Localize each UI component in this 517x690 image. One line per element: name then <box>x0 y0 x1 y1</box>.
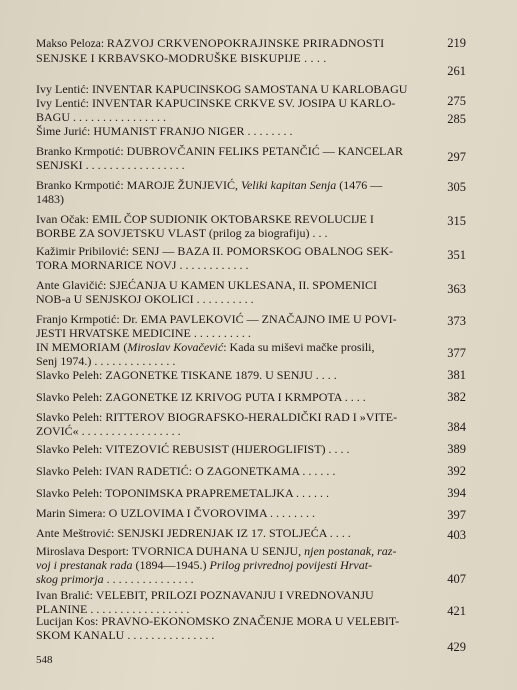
toc-entry: Šime Jurić: HUMANIST FRANJO NIGER . . . . . . . . <box>36 124 293 138</box>
page-number: 382 <box>447 390 466 404</box>
toc-entry: Lucijan Kos: PRAVNO-EKONOMSKO ZNAČENJE MORA U VELEBIT- SKOM KANALU . . . . . . . . . . . . . . . <box>36 614 400 642</box>
page-number: 397 <box>447 508 466 522</box>
page-number: 363 <box>447 282 466 296</box>
page-number: 389 <box>447 442 466 456</box>
page-number: 261 <box>447 64 466 78</box>
toc-entry: Slavko Peleh: ZAGONETKE IZ KRIVOG PUTA I KRMPOTA . . . . <box>36 390 366 404</box>
page-number: 219 <box>447 36 466 50</box>
toc-entry: Kažimir Pribilović: SENJ — BAZA II. POMORSKOG OBALNOG SEK- TORA MORNARICE NOVJ . . . . . . . . . . . . <box>36 244 393 272</box>
page-number: 384 <box>447 420 466 434</box>
toc-entry: Ivan Očak: EMIL ČOP SUDIONIK OKTOBARSKE REVOLUCIJE I BORBE ZA SOVJETSKU VLAST (prilog za biografiju) . . . <box>36 212 374 240</box>
page-number: 373 <box>447 314 466 328</box>
page-number: 403 <box>447 528 466 542</box>
toc-entry: Slavko Peleh: IVAN RADETIĆ: O ZAGONETKAMA . . . . . . <box>36 464 336 478</box>
toc-entry: Franjo Krmpotić: Dr. EMA PAVLEKOVIĆ — ZNAČAJNO IME U POVI- JESTI HRVATSKE MEDICINE . . . . . . . . . . <box>36 312 397 340</box>
page-number: 285 <box>447 112 466 126</box>
toc-entry: Branko Krmpotić: DUBROVČANIN FELIKS PETANČIĆ — KANCELAR SENJSKI . . . . . . . . . . . . . . . . . <box>36 144 404 172</box>
toc-entry: Ante Glavičić: SJEĆANJA U KAMEN UKLESANA, II. SPOMENICI NOB-a U SENJSKOJ OKOLICI . . . . . . . . . . <box>36 278 377 306</box>
toc-entry: Miroslava Desport: TVORNICA DUHANA U SENJU, njen postanak, raz- voj i prestanak rada (1894—1945.) Prilog privrednoj povijesti Hrvat- skog primorja . . . . . . . . . . . . . . . <box>36 544 397 586</box>
page-number: 315 <box>447 214 466 228</box>
toc-entry: Slavko Peleh: VITEZOVIĆ REBUSIST (HIJEROGLIFIST) . . . . <box>36 442 350 456</box>
toc-entry: Ante Meštrović: SENJSKI JEDRENJAK IZ 17. STOLJEĆA . . . . <box>36 526 351 540</box>
page-number: 297 <box>447 150 466 164</box>
page-number: 429 <box>447 640 466 654</box>
toc-entry: IN MEMORIAM (Miroslav Kovačević: Kada su miševi mačke prosili, Senj 1974.) . . . . . . . . . . . . . . <box>36 340 375 368</box>
page-number: 351 <box>447 248 466 262</box>
page-number: 381 <box>447 368 466 382</box>
page-number: 377 <box>447 346 466 360</box>
page-number: 421 <box>447 604 466 618</box>
toc-entry: Branko Krmpotić: MAROJE ŽUNJEVIĆ, Veliki kapitan Senja (1476 — 1483) <box>36 178 383 206</box>
toc-entry: Ivy Lentić: INVENTAR KAPUCINSKE CRKVE SV. JOSIPA U KARLO- BAGU . . . . . . . . . . . . . . . . <box>36 96 396 124</box>
toc-entry: Ivan Bralić: VELEBIT, PRILOZI POZNAVANJU I VREDNOVANJU PLANINE . . . . . . . . . . . . . . . . . <box>36 588 374 616</box>
toc-entry: Slavko Peleh: ZAGONETKE TISKANE 1879. U SENJU . . . . <box>36 368 337 382</box>
page-number: 407 <box>447 572 466 586</box>
page-number: 392 <box>447 464 466 478</box>
toc-entry: Marin Simera: O UZLOVIMA I ČVOROVIMA . . . . . . . . <box>36 506 315 520</box>
page-number: 275 <box>447 94 466 108</box>
toc-entry: Slavko Peleh: TOPONIMSKA PRAPREMETALJKA . . . . . . <box>36 486 329 500</box>
toc-entry: Makso Peloza: RAZVOJ CRKVENOPOKRAJINSKE PRIRADNOSTI SENJSKE I KRBAVSKO-MODRUŠKE BISKUPIJE . . . . <box>36 36 385 65</box>
page-folio: 548 <box>36 654 53 666</box>
toc-entry: Ivy Lentić: INVENTAR KAPUCINSKOG SAMOSTANA U KARLOBAGU <box>36 82 408 96</box>
toc-entry: Slavko Peleh: RITTEROV BIOGRAFSKO-HERALDIČKI RAD I »VITE- ZOVIĆ« . . . . . . . . . . . . . . . . . <box>36 410 398 438</box>
page-number: 305 <box>447 180 466 194</box>
page-number: 394 <box>447 486 466 500</box>
